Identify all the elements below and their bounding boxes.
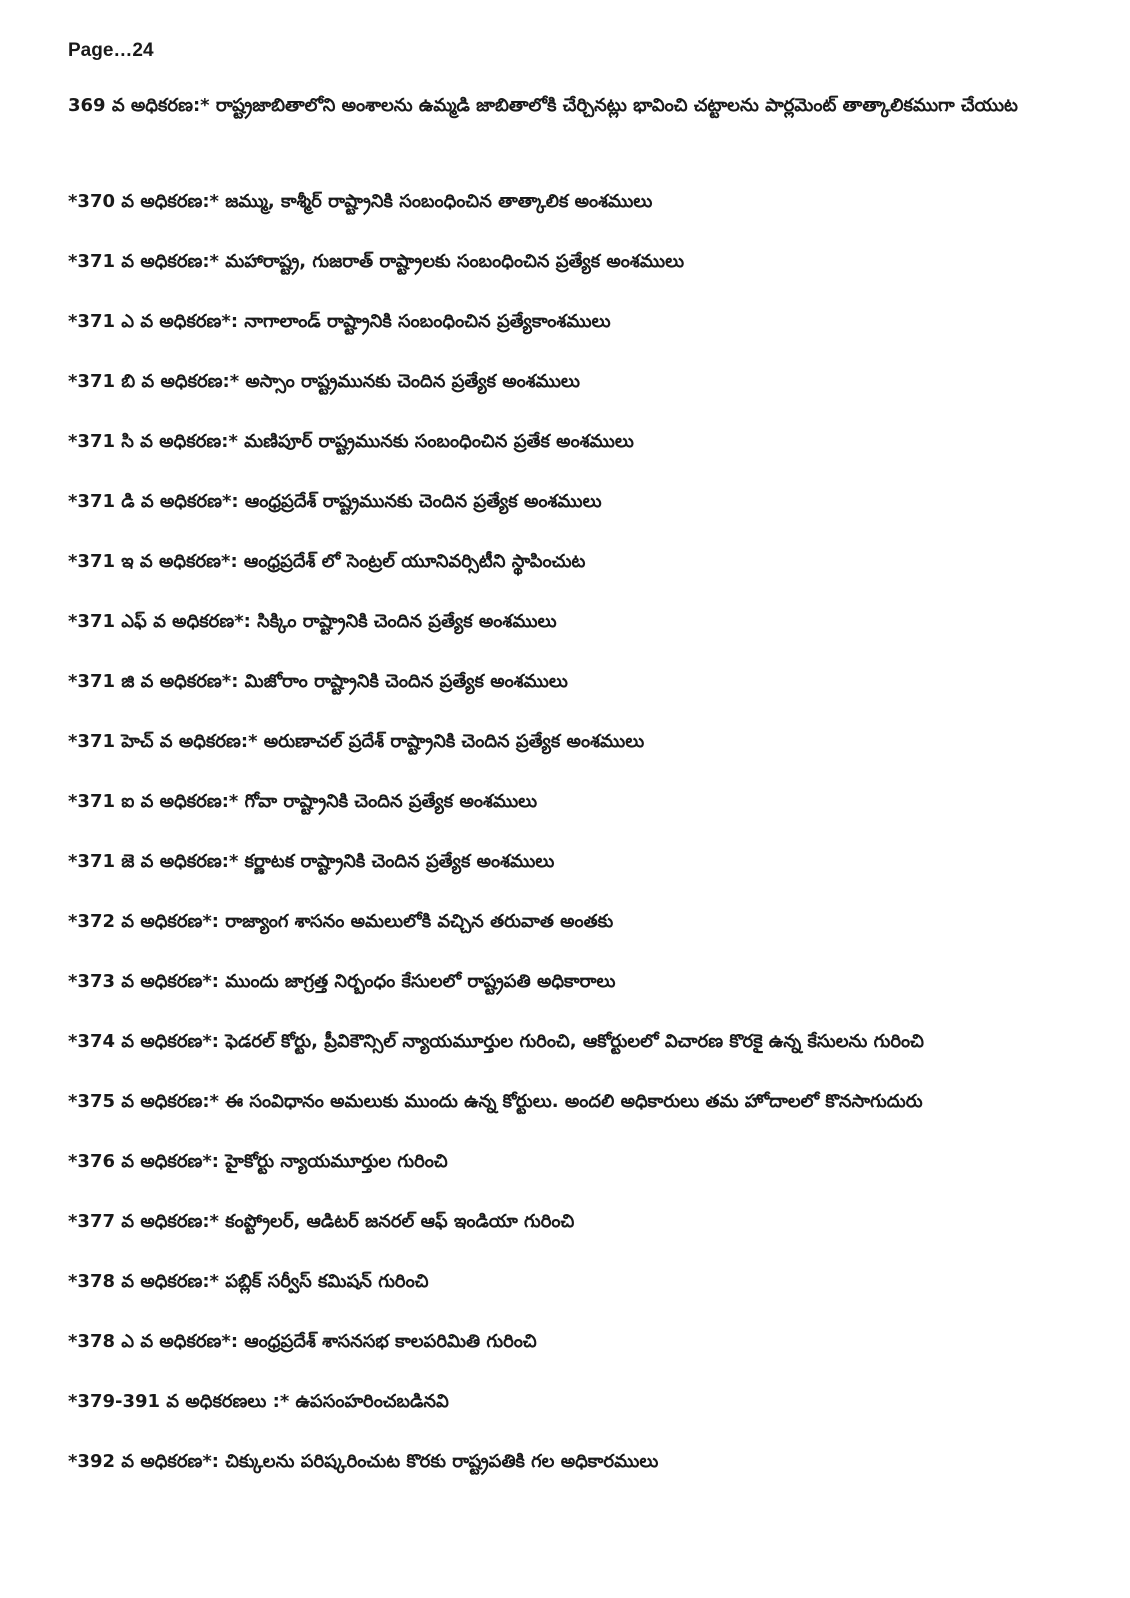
article-371d: *371 డి వ అధికరణ*: ఆంధ్రప్రదేశ్ రాష్ట్రమునకు చెందిన ప్రత్యేక అంశములు xyxy=(68,491,602,512)
article-376: *376 వ అధికరణ*: హైకోర్టు న్యాయమూర్తుల గురించి xyxy=(68,1151,448,1172)
article-371: *371 వ అధికరణ:* మహారాష్ట్ర, గుజరాత్ రాష్ట్రాలకు సంబంధించిన ప్రత్యేక అంశములు xyxy=(68,251,685,272)
article-378: *378 వ అధికరణ:* పబ్లిక్ సర్వీస్ కమిషన్ గురించి xyxy=(68,1271,429,1292)
article-374: *374 వ అధికరణ*: ఫెడరల్ కోర్టు, ప్రీవికౌన్సిల్ న్యాయమూర్తుల గురించి, ఆకోర్టులలో విచారణ కొరకై ఉన్న కేసులను గురించి xyxy=(68,1031,924,1052)
article-378a: *378 ఎ వ అధికరణ*: ఆంధ్రప్రదేశ్ శాసనసభ కాలపరిమితి గురించి xyxy=(68,1331,537,1352)
article-375: *375 వ అధికరణ:* ఈ సంవిధానం అమలుకు ముందు ఉన్న కోర్టులు. అందలి అధికారులు తమ హోదాలలో కొనసాగుదురు xyxy=(68,1091,923,1112)
article-379-391: *379-391 వ అధికరణలు :* ఉపసంహరించబడినవి xyxy=(68,1391,449,1412)
article-371c: *371 సి వ అధికరణ:* మణిపూర్ రాష్ట్రమునకు సంబంధించిన ప్రతేక అంశములు xyxy=(68,431,634,452)
article-373: *373 వ అధికరణ*: ముందు జాగ్రత్త నిర్బంధం కేసులలో రాష్ట్రపతి అధికారాలు xyxy=(68,971,616,992)
article-370: *370 వ అధికరణ:* జమ్ము, కాశ్మీర్ రాష్ట్రానికి సంబంధించిన తాత్కాలిక అంశములు xyxy=(68,191,653,212)
article-371j: *371 జె వ అధికరణ:* కర్ణాటక రాష్ట్రానికి చెందిన ప్రత్యేక అంశములు xyxy=(68,851,555,872)
article-371h: *371 హెచ్ వ అధికరణ:* అరుణాచల్ ప్రదేశ్ రాష్ట్రానికి చెందిన ప్రత్యేక అంశములు xyxy=(68,731,645,752)
article-371b: *371 బి వ అధికరణ:* అస్సాం రాష్ట్రమునకు చెందిన ప్రత్యేక అంశములు xyxy=(68,371,580,392)
article-371f: *371 ఎఫ్ వ అధికరణ*: సిక్కిం రాష్ట్రానికి చెందిన ప్రత్యేక అంశములు xyxy=(68,611,557,632)
page-number: Page…24 xyxy=(68,40,154,61)
article-369: 369 వ అధికరణ:* రాష్ట్రజాబితాలోని అంశాలను ఉమ్మడి జాబితాలోకి చేర్చినట్లు భావించి చట్టాలను పార్లమెంట్ తాత్కాలికముగా చేయుట xyxy=(68,95,1018,116)
article-377: *377 వ అధికరణ:* కంప్ట్రోలర్, ఆడిటర్ జనరల్ ఆఫ్ ఇండియా గురించి xyxy=(68,1211,575,1232)
article-371g: *371 జి వ అధికరణ*: మిజోరాం రాష్ట్రానికి చెందిన ప్రత్యేక అంశములు xyxy=(68,671,568,692)
article-371i: *371 ఐ వ అధికరణ:* గోవా రాష్ట్రానికి చెందిన ప్రత్యేక అంశములు xyxy=(68,791,538,812)
article-371e: *371 ఇ వ అధికరణ*: ఆంధ్రప్రదేశ్ లో సెంట్రల్ యూనివర్సిటీని స్థాపించుట xyxy=(68,551,586,572)
article-372: *372 వ అధికరణ*: రాజ్యాంగ శాసనం అమలులోకి వచ్చిన తరువాత అంతకు xyxy=(68,911,614,932)
article-371a: *371 ఎ వ అధికరణ*: నాగాలాండ్ రాష్ట్రానికి సంబంధించిన ప్రత్యేకాంశములు xyxy=(68,311,611,332)
article-392: *392 వ అధికరణ*: చిక్కులను పరిష్కరించుట కొరకు రాష్ట్రపతికి గల అధికారములు xyxy=(68,1451,659,1472)
